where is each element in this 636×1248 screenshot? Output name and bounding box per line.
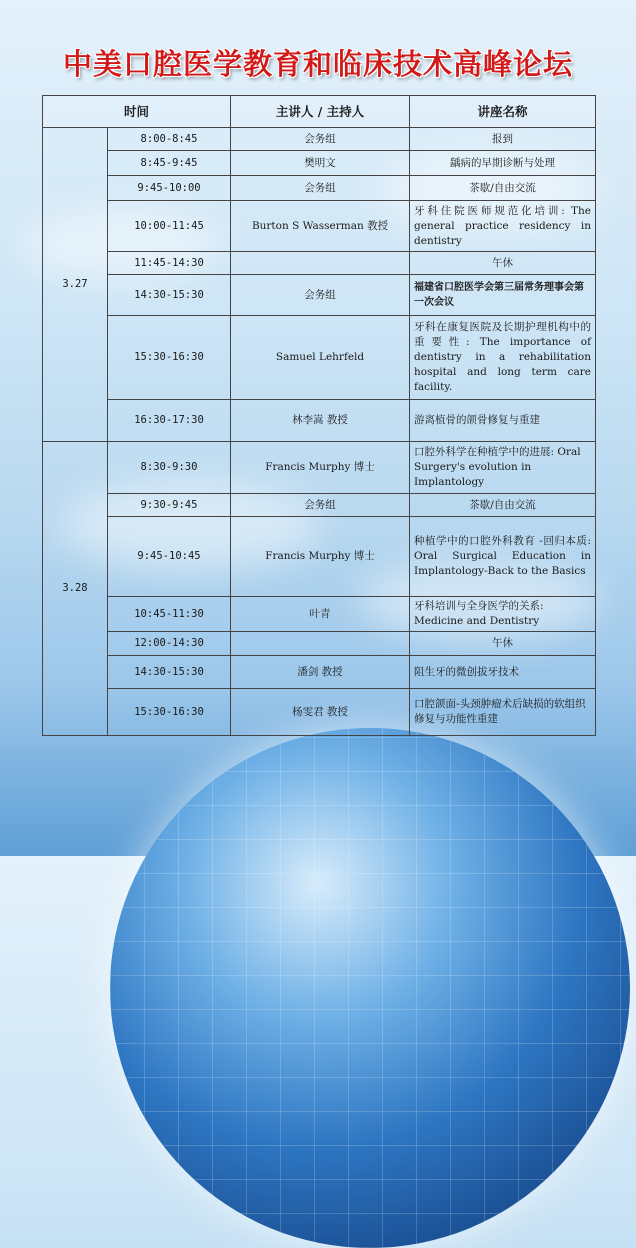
speaker-cell: 杨雯君 教授 bbox=[231, 689, 410, 736]
topic-cell: 种植学中的口腔外科教育 -回归本质: Oral Surgical Education in Implantology-Back to the Basics bbox=[410, 517, 596, 597]
topic-cell: 牙科在康复医院及长期护理机构中的重要性: The importance of dentistry in a rehabilitation hospital and long term care facility. bbox=[410, 316, 596, 400]
table-row bbox=[43, 597, 596, 632]
speaker-cell bbox=[231, 252, 410, 275]
speaker-cell: Samuel Lehrfeld bbox=[231, 316, 410, 400]
table-row bbox=[43, 400, 596, 442]
topic-cell: 牙科培训与全身医学的关系: Medicine and Dentistry bbox=[410, 597, 596, 632]
topic-cell: 午休 bbox=[410, 252, 596, 275]
speaker-cell: Francis Murphy 博士 bbox=[231, 442, 410, 494]
speaker-cell: 林李嵩 教授 bbox=[231, 400, 410, 442]
speaker-cell: 会务组 bbox=[231, 176, 410, 201]
header-topic: 讲座名称 bbox=[410, 96, 596, 128]
time-cell: 8:00-8:45 bbox=[108, 128, 231, 151]
speaker-cell: 会务组 bbox=[231, 128, 410, 151]
time-cell: 10:45-11:30 bbox=[108, 597, 231, 632]
date-cell: 3.27 bbox=[43, 128, 108, 442]
date-cell: 3.28 bbox=[43, 442, 108, 736]
topic-cell: 茶歇/自由交流 bbox=[410, 176, 596, 201]
topic-cell: 午休 bbox=[410, 632, 596, 656]
topic-cell: 福建省口腔医学会第三届常务理事会第一次会议 bbox=[410, 275, 596, 316]
globe-graphic bbox=[110, 728, 630, 1248]
table-row bbox=[43, 316, 596, 400]
header-time: 时间 bbox=[43, 96, 231, 128]
time-cell: 14:30-15:30 bbox=[108, 656, 231, 689]
time-cell: 9:45-10:45 bbox=[108, 517, 231, 597]
speaker-cell: Burton S Wasserman 教授 bbox=[231, 201, 410, 252]
time-cell: 10:00-11:45 bbox=[108, 201, 231, 252]
table-header-row bbox=[43, 96, 596, 128]
speaker-cell: 樊明文 bbox=[231, 151, 410, 176]
topic-cell: 口腔外科学在种植学中的进展: Oral Surgery's evolution in Implantology bbox=[410, 442, 596, 494]
time-cell: 11:45-14:30 bbox=[108, 252, 231, 275]
table-row bbox=[43, 252, 596, 275]
speaker-cell: Francis Murphy 博士 bbox=[231, 517, 410, 597]
table-row bbox=[43, 275, 596, 316]
speaker-cell: 会务组 bbox=[231, 494, 410, 517]
topic-cell: 报到 bbox=[410, 128, 596, 151]
table-row bbox=[43, 128, 596, 151]
time-cell: 9:30-9:45 bbox=[108, 494, 231, 517]
topic-cell: 阻生牙的微创拔牙技术 bbox=[410, 656, 596, 689]
time-cell: 16:30-17:30 bbox=[108, 400, 231, 442]
schedule-table bbox=[42, 95, 596, 736]
table-row bbox=[43, 151, 596, 176]
time-cell: 9:45-10:00 bbox=[108, 176, 231, 201]
topic-cell: 游离植骨的颌骨修复与重建 bbox=[410, 400, 596, 442]
time-cell: 8:45-9:45 bbox=[108, 151, 231, 176]
table-row bbox=[43, 494, 596, 517]
topic-cell: 龋病的早期诊断与处理 bbox=[410, 151, 596, 176]
table-row bbox=[43, 689, 596, 736]
time-cell: 8:30-9:30 bbox=[108, 442, 231, 494]
speaker-cell bbox=[231, 632, 410, 656]
table-row bbox=[43, 656, 596, 689]
speaker-cell: 叶青 bbox=[231, 597, 410, 632]
table-row bbox=[43, 442, 596, 494]
speaker-cell: 会务组 bbox=[231, 275, 410, 316]
time-cell: 15:30-16:30 bbox=[108, 316, 231, 400]
topic-cell: 牙科住院医师规范化培训: The general practice residency in dentistry bbox=[410, 201, 596, 252]
table-row bbox=[43, 176, 596, 201]
table-row bbox=[43, 517, 596, 597]
speaker-cell: 潘剑 教授 bbox=[231, 656, 410, 689]
topic-cell: 茶歇/自由交流 bbox=[410, 494, 596, 517]
time-cell: 15:30-16:30 bbox=[108, 689, 231, 736]
time-cell: 12:00-14:30 bbox=[108, 632, 231, 656]
topic-cell: 口腔颌面-头颈肿瘤术后缺损的软组织修复与功能性重建 bbox=[410, 689, 596, 736]
page-title: 中美口腔医学教育和临床技术高峰论坛 bbox=[62, 47, 573, 81]
table-row bbox=[43, 201, 596, 252]
header-speaker: 主讲人 / 主持人 bbox=[231, 96, 410, 128]
table-row bbox=[43, 632, 596, 656]
time-cell: 14:30-15:30 bbox=[108, 275, 231, 316]
